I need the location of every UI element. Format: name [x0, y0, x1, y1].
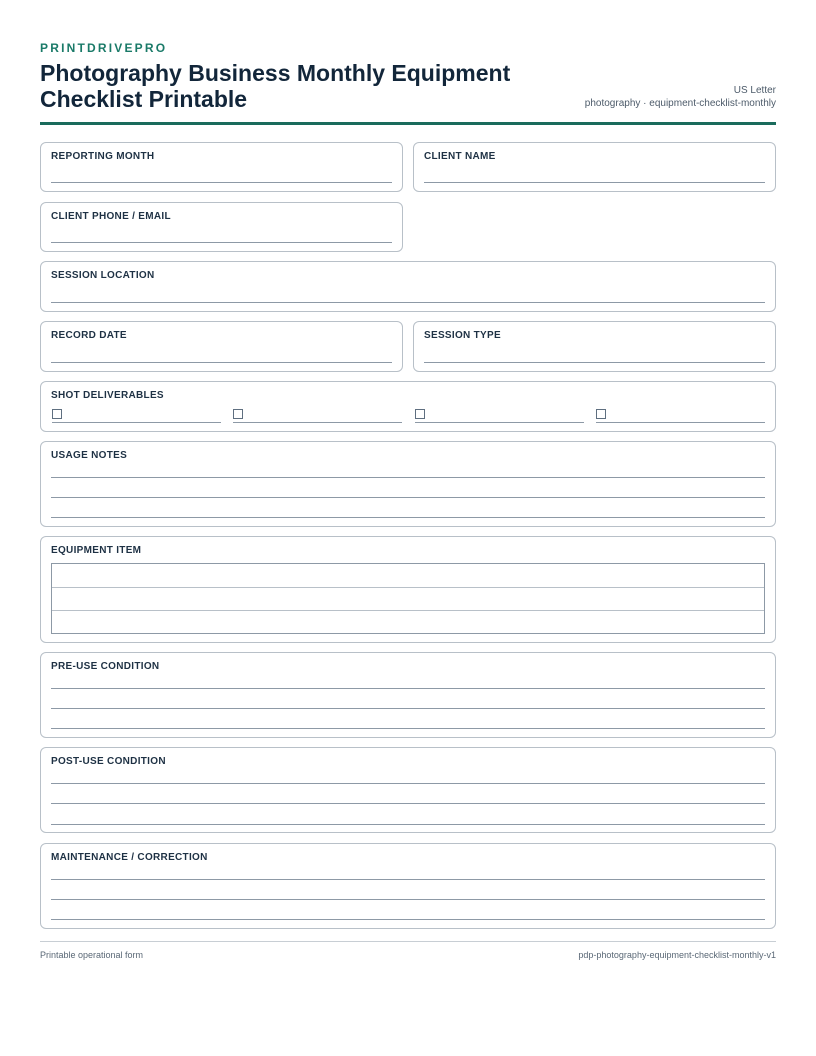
- equipment-item-field: [40, 536, 776, 643]
- client-name-field[interactable]: [413, 142, 776, 192]
- maintenance-correction-label: MAINTENANCE / CORRECTION: [51, 852, 208, 863]
- header-rule: [40, 122, 776, 125]
- pre-use-condition-field[interactable]: [40, 652, 776, 738]
- equipment-table[interactable]: [51, 563, 765, 634]
- footer-left-text: Printable operational form: [40, 950, 144, 960]
- post-use-line-2[interactable]: [51, 803, 765, 804]
- form-page: [40, 0, 776, 863]
- form-header: [40, 0, 776, 126]
- post-use-line-3[interactable]: [51, 824, 765, 825]
- usage-notes-line-3[interactable]: [51, 517, 765, 518]
- maintenance-line-2[interactable]: [51, 899, 765, 900]
- client-contact-label: CLIENT PHONE / EMAIL: [51, 211, 171, 222]
- equipment-row-divider-1: [52, 587, 764, 588]
- session-type-field[interactable]: [413, 321, 776, 372]
- maintenance-line-1[interactable]: [51, 879, 765, 880]
- reporting-month-label: REPORTING MONTH: [51, 151, 155, 162]
- equipment-row-divider-2: [52, 610, 764, 611]
- client-contact-line[interactable]: [51, 242, 392, 243]
- brand-name: PRINTDRIVEPRO: [40, 41, 168, 55]
- pre-use-condition-label: PRE-USE CONDITION: [51, 661, 160, 672]
- reporting-month-line[interactable]: [51, 182, 392, 183]
- page-title: Photography Business Monthly Equipment Checklist Printable: [40, 60, 511, 112]
- client-contact-field[interactable]: [40, 202, 403, 252]
- maintenance-correction-field[interactable]: [40, 843, 776, 929]
- reporting-month-field[interactable]: [40, 142, 403, 192]
- deliverable-checkbox-2[interactable]: [233, 409, 243, 419]
- post-use-line-1[interactable]: [51, 783, 765, 784]
- session-location-field[interactable]: [40, 261, 776, 312]
- form-meta: [585, 84, 776, 110]
- equipment-item-label: EQUIPMENT ITEM: [51, 545, 142, 556]
- record-date-field[interactable]: [40, 321, 403, 372]
- record-date-label: RECORD DATE: [51, 330, 127, 341]
- usage-notes-label: USAGE NOTES: [51, 450, 128, 461]
- session-location-label: SESSION LOCATION: [51, 270, 155, 281]
- session-type-label: SESSION TYPE: [424, 330, 501, 341]
- client-name-line[interactable]: [424, 182, 765, 183]
- pre-use-line-1[interactable]: [51, 688, 765, 689]
- record-date-line[interactable]: [51, 362, 392, 363]
- footer-rule: [40, 941, 776, 942]
- usage-notes-field[interactable]: [40, 441, 776, 527]
- client-name-label: CLIENT NAME: [424, 151, 496, 162]
- session-type-line[interactable]: [424, 362, 765, 363]
- form-tags: photography · equipment-checklist-monthly: [584, 98, 776, 109]
- session-location-line[interactable]: [51, 302, 765, 303]
- deliverable-line-3[interactable]: [415, 422, 584, 423]
- deliverable-checkbox-3[interactable]: [415, 409, 425, 419]
- deliverable-checkbox-1[interactable]: [52, 409, 62, 419]
- paper-size: US Letter: [733, 85, 776, 96]
- shot-deliverables-field: [40, 381, 776, 432]
- footer-form-id: pdp-photography-equipment-checklist-monthly-v1: [578, 950, 776, 960]
- usage-notes-line-2[interactable]: [51, 497, 765, 498]
- usage-notes-line-1[interactable]: [51, 477, 765, 478]
- deliverable-checkbox-4[interactable]: [596, 409, 606, 419]
- post-use-condition-field[interactable]: [40, 747, 776, 833]
- deliverable-line-4[interactable]: [596, 422, 765, 423]
- deliverable-line-2[interactable]: [233, 422, 402, 423]
- deliverable-line-1[interactable]: [52, 422, 221, 423]
- pre-use-line-3[interactable]: [51, 728, 765, 729]
- post-use-condition-label: POST-USE CONDITION: [51, 756, 166, 767]
- shot-deliverables-label: SHOT DELIVERABLES: [51, 390, 164, 401]
- pre-use-line-2[interactable]: [51, 708, 765, 709]
- maintenance-line-3[interactable]: [51, 919, 765, 920]
